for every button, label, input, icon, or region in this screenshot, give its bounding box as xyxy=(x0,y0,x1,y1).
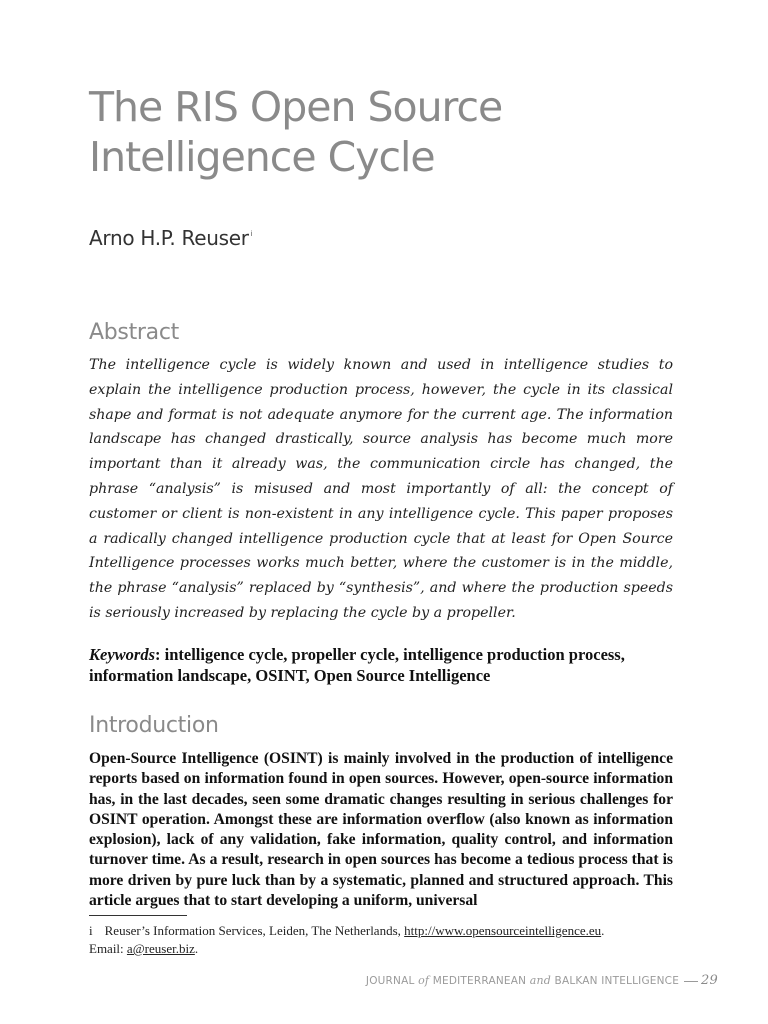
running-footer xyxy=(366,973,718,988)
footer-journal-part-1: JOURNAL xyxy=(365,975,415,987)
article-title-line-2: Intelligence Cycle xyxy=(89,133,435,181)
article-title-line-1: The RIS Open Source xyxy=(89,83,503,131)
footer-journal-part-2: MEDITERRANEAN xyxy=(432,975,527,987)
introduction-text: Open-Source Intelligence (OSINT) is mainly involved in the production of intelligence reports based on information found in open sources. However, open-source information has, in the last decades, seen some dramatic changes resulting in serious challenges for OSINT operation. Amongst these are information overflow (also known as information explosion), lack of any validation, fake information, quality control, and information turnover time. As a result, research in open sources has become a tedious process that is more driven by pure luck than by a systematic, planned and structured approach. This article argues that to start developing a uniform, universal xyxy=(89,750,673,910)
keywords xyxy=(89,644,673,686)
footnote-divider xyxy=(89,915,187,916)
footnote-email-period: . xyxy=(194,941,199,956)
footnote-email-link[interactable]: a@reuser.biz xyxy=(126,941,195,956)
author-footnote-marker[interactable]: i xyxy=(250,230,253,238)
abstract-text: The intelligence cycle is widely known and used in intelligence studies to explain the intelligence production process, however, the cycle in its classical shape and format is not adequate anymore for the current age. The information landscape has changed drastically, source analysis has become much more important than it already was, the communication circle has changed, the phrase “analysis” is misused and most importantly of all: the concept of customer or client is non-existent in any intelligence cycle. This paper proposes a radically changed intelligence production cycle that at least for Open Source Intelligence processes works much better, where the customer is in the middle, the phrase “analysis” replaced by “synthesis”, and where the production speeds is seriously increased by replacing the cycle by a propeller. xyxy=(89,357,673,621)
footnote-period: . xyxy=(601,923,605,938)
footer-journal-part-3: BALKAN INTELLIGENCE xyxy=(554,975,680,987)
footer-rule xyxy=(684,981,698,982)
footnote-email-label: Email: xyxy=(89,941,127,956)
keywords-list: : intelligence cycle, propeller cycle, intelligence production process, information landscape, OSINT, Open Source Intelligence xyxy=(89,645,625,685)
footer-journal-of: of xyxy=(418,974,430,987)
page-number: 29 xyxy=(701,973,718,988)
footnote xyxy=(89,922,689,958)
footnote-marker: i xyxy=(89,923,93,938)
footer-journal-and: and xyxy=(529,974,551,987)
article-title xyxy=(89,82,709,182)
keywords-label: Keywords xyxy=(89,645,155,664)
author-name: Arno H.P. Reuser xyxy=(89,226,249,250)
footnote-website-link[interactable]: http://www.opensourceintelligence.eu xyxy=(404,923,602,938)
footnote-affiliation: Reuser’s Information Services, Leiden, The Netherlands, xyxy=(104,923,405,938)
abstract-heading: Abstract xyxy=(89,320,179,345)
author-line xyxy=(89,226,252,250)
introduction-heading: Introduction xyxy=(89,713,219,738)
